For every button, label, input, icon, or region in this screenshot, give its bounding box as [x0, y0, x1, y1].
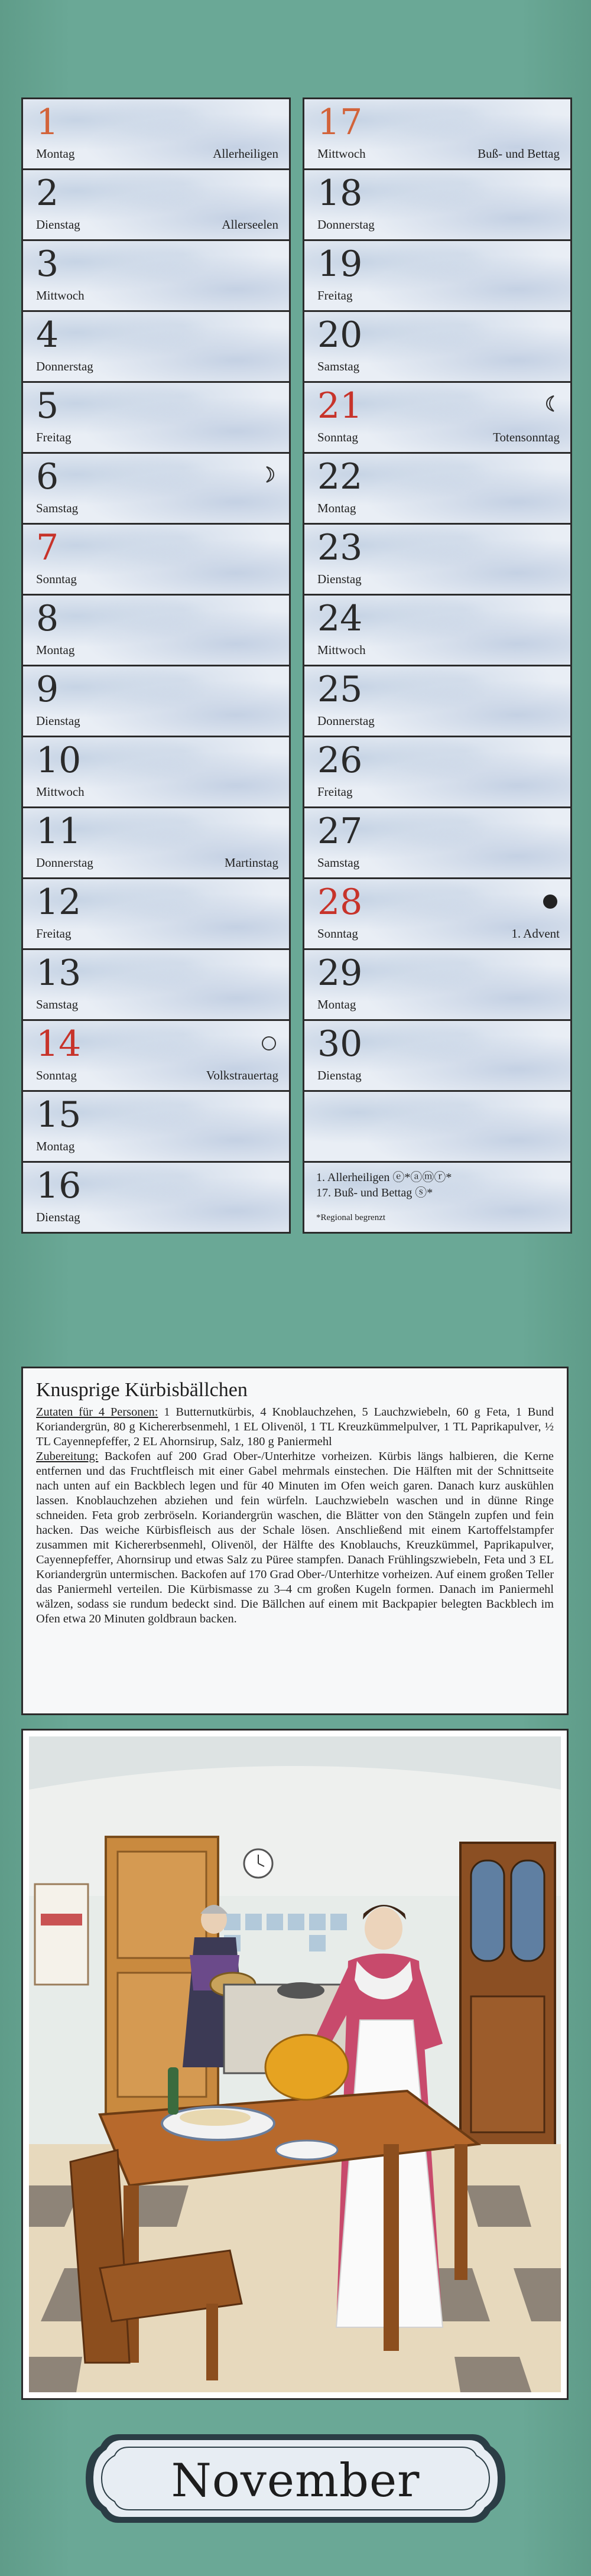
day-cell	[304, 596, 570, 665]
day-number: 25	[317, 669, 363, 710]
recipe-preparation	[36, 1449, 554, 1627]
day-number: 8	[36, 598, 59, 639]
weekday-label: Dienstag	[36, 217, 80, 232]
day-column-right	[303, 97, 572, 1234]
weekday-label: Mittwoch	[317, 147, 366, 161]
weekday-label: Sonntag	[317, 926, 358, 941]
day-number: 6	[36, 456, 59, 497]
holiday-notes-cell	[304, 1163, 570, 1232]
day-cell	[304, 312, 570, 381]
day-cell	[23, 383, 289, 452]
day-number: 1	[36, 102, 59, 143]
weekday-label: Samstag	[36, 501, 79, 515]
month-title: November	[171, 2454, 420, 2507]
kitchen-illustration	[21, 1729, 569, 2400]
day-number: 5	[36, 385, 59, 427]
weekday-label: Freitag	[36, 926, 72, 941]
day-number: 14	[36, 1023, 82, 1065]
day-number: 30	[317, 1023, 363, 1065]
day-cell	[304, 170, 570, 239]
day-number: 15	[36, 1094, 82, 1136]
day-cell	[23, 596, 289, 665]
weekday-label: Montag	[317, 501, 356, 515]
holiday-label: Martinstag	[225, 856, 278, 870]
day-cell	[23, 737, 289, 806]
day-number: 21	[317, 385, 363, 427]
holiday-label: Totensonntag	[493, 430, 560, 444]
day-number: 24	[317, 598, 363, 639]
holiday-label: Allerheiligen	[213, 147, 278, 161]
weekday-label: Freitag	[317, 288, 353, 303]
day-number: 10	[36, 740, 82, 781]
weekday-label: Sonntag	[317, 430, 358, 444]
weekday-label: Donnerstag	[317, 714, 375, 728]
weekday-label: Montag	[36, 643, 75, 657]
day-cell	[23, 99, 289, 168]
weekday-label: Sonntag	[36, 1068, 77, 1082]
day-cell	[304, 241, 570, 310]
empty-cell	[304, 1092, 570, 1161]
weekday-label: Montag	[36, 1139, 75, 1153]
day-number: 28	[317, 882, 363, 923]
day-cell	[23, 241, 289, 310]
weekday-label: Freitag	[36, 430, 72, 444]
day-cell	[23, 666, 289, 736]
weekday-label: Dienstag	[36, 1210, 80, 1224]
day-cell	[304, 808, 570, 877]
day-number: 19	[317, 243, 363, 285]
weekday-label: Mittwoch	[317, 643, 366, 657]
weekday-label: Montag	[317, 997, 356, 1011]
recipe-title: Knusprige Kürbisbällchen	[36, 1379, 248, 1401]
day-cell	[304, 737, 570, 806]
weekday-label: Dienstag	[317, 1068, 362, 1082]
day-column-left	[21, 97, 291, 1234]
day-number: 16	[36, 1165, 82, 1206]
day-cell	[304, 879, 570, 948]
weekday-label: Sonntag	[36, 572, 77, 586]
day-cell	[23, 525, 289, 594]
month-plaque	[83, 2428, 508, 2529]
holiday-note-1: 1. Allerheiligen ⓔ*ⓐⓜⓡ*	[316, 1171, 452, 1184]
day-number: 11	[36, 811, 82, 852]
weekday-label: Samstag	[36, 997, 79, 1011]
holiday-notes	[304, 1163, 570, 1225]
day-number: 22	[317, 456, 363, 497]
ingredients-text: 1 Butternutkürbis, 4 Knoblauchzehen, 5 Lauchzwiebeln, 60 g Feta, 1 Bund Koriandergrün, 80 g Kichererbsenmehl, 1 EL Olivenöl, 1 TL Kreuzkümmelpulver, 1 TL Paprikapulver, ½ TL Cayennepfeffer, 2 EL Ahornsirup, Salz, 180 g Paniermehl	[36, 1406, 554, 1448]
weekday-label: Samstag	[317, 856, 360, 870]
kitchen-scene-image	[29, 1736, 561, 2392]
day-cell	[23, 312, 289, 381]
holiday-label: Buß- und Bettag	[478, 147, 560, 161]
full-moon-icon	[262, 1036, 276, 1050]
new-moon-icon	[543, 895, 557, 909]
day-number: 29	[317, 952, 363, 994]
day-cell	[304, 525, 570, 594]
day-number: 23	[317, 527, 363, 568]
day-cell	[304, 950, 570, 1019]
preparation-label: Zubereitung:	[36, 1450, 99, 1463]
weekday-label: Donnerstag	[36, 359, 93, 373]
weekday-label: Dienstag	[317, 572, 362, 586]
day-cell	[23, 1092, 289, 1161]
day-number: 7	[36, 527, 59, 568]
ingredients-label: Zutaten für 4 Personen:	[36, 1406, 158, 1419]
day-cell	[304, 1021, 570, 1090]
day-cell	[23, 950, 289, 1019]
day-number: 13	[36, 952, 82, 994]
weekday-label: Samstag	[317, 359, 360, 373]
day-number: 17	[317, 102, 363, 143]
day-number: 3	[36, 243, 59, 285]
weekday-label: Dienstag	[36, 714, 80, 728]
weekday-label: Donnerstag	[317, 217, 375, 232]
holiday-label: Volkstrauertag	[206, 1068, 278, 1082]
day-cell	[304, 99, 570, 168]
day-number: 18	[317, 173, 363, 214]
day-cell	[23, 808, 289, 877]
day-number: 9	[36, 669, 59, 710]
day-number: 26	[317, 740, 363, 781]
day-cell	[304, 454, 570, 523]
day-cell	[23, 879, 289, 948]
first-quarter-moon-icon	[263, 466, 276, 483]
day-cell	[23, 454, 289, 523]
day-cell	[23, 1163, 289, 1232]
day-cell	[23, 1021, 289, 1090]
weekday-label: Mittwoch	[36, 288, 85, 303]
day-cell	[23, 170, 289, 239]
day-number: 2	[36, 173, 59, 214]
last-quarter-moon-icon	[544, 395, 557, 412]
day-number: 27	[317, 811, 363, 852]
day-number: 20	[317, 314, 363, 356]
weekday-label: Donnerstag	[36, 856, 93, 870]
preparation-text: Backofen auf 200 Grad Ober-/Unterhitze vorheizen. Kürbis längs halbieren, die Kerne entfernen und das Fruchtfleisch mit einer Gabel mehrmals einstechen. Die Hälften mit der Schnittseite nach unten auf ein Backblech legen und für 40 Minuten im Ofen weich garen. Danach kurz auskühlen lassen. Knoblauchzehen abziehen und fein würfeln. Lauchzwiebeln waschen und in dünne Ringe schneiden. Feta grob zerbröseln. Koriandergrün waschen, die Blätter von den Stängeln zupfen und fein hacken. Das weiche Kürbisfleisch aus der Schale lösen. Anschließend mit einem Kartoffelstampfer zusammen mit Kichererbsenmehl, Olivenöl, der Hälfte des Knoblauchs, Kreuzkümmel, Paprikapulver, Cayennepfeffer, Ahornsirup und etwas Salz zu Püree stampfen. Danach Frühlingszwiebeln, Feta und 3 EL Koriandergrün untermischen. Backofen auf 170 Grad Ober-/Unterhitze vorheizen. Auf einem großen Teller das Paniermehl verteilen. Die Kürbismasse zu 3–4 cm großen Kugeln formen. Danach im Paniermehl wälzen, sodass sie rundum bedeckt sind. Die Bällchen auf einem mit Backpapier belegten Backblech im Ofen etwa 20 Minuten goldbraun backen.	[36, 1450, 554, 1625]
weekday-label: Freitag	[317, 785, 353, 799]
weekday-label: Mittwoch	[36, 785, 85, 799]
holiday-label: Allerseelen	[222, 217, 278, 232]
recipe-ingredients	[36, 1405, 554, 1449]
holiday-footnote: *Regional begrenzt	[316, 1213, 386, 1222]
day-number: 4	[36, 314, 59, 356]
day-number: 12	[36, 882, 82, 923]
holiday-label: 1. Advent	[511, 926, 560, 941]
day-cell	[304, 666, 570, 736]
recipe-box	[21, 1367, 569, 1715]
holiday-note-2: 17. Buß- und Bettag ⓢ*	[316, 1186, 433, 1199]
day-cell	[304, 383, 570, 452]
weekday-label: Montag	[36, 147, 75, 161]
